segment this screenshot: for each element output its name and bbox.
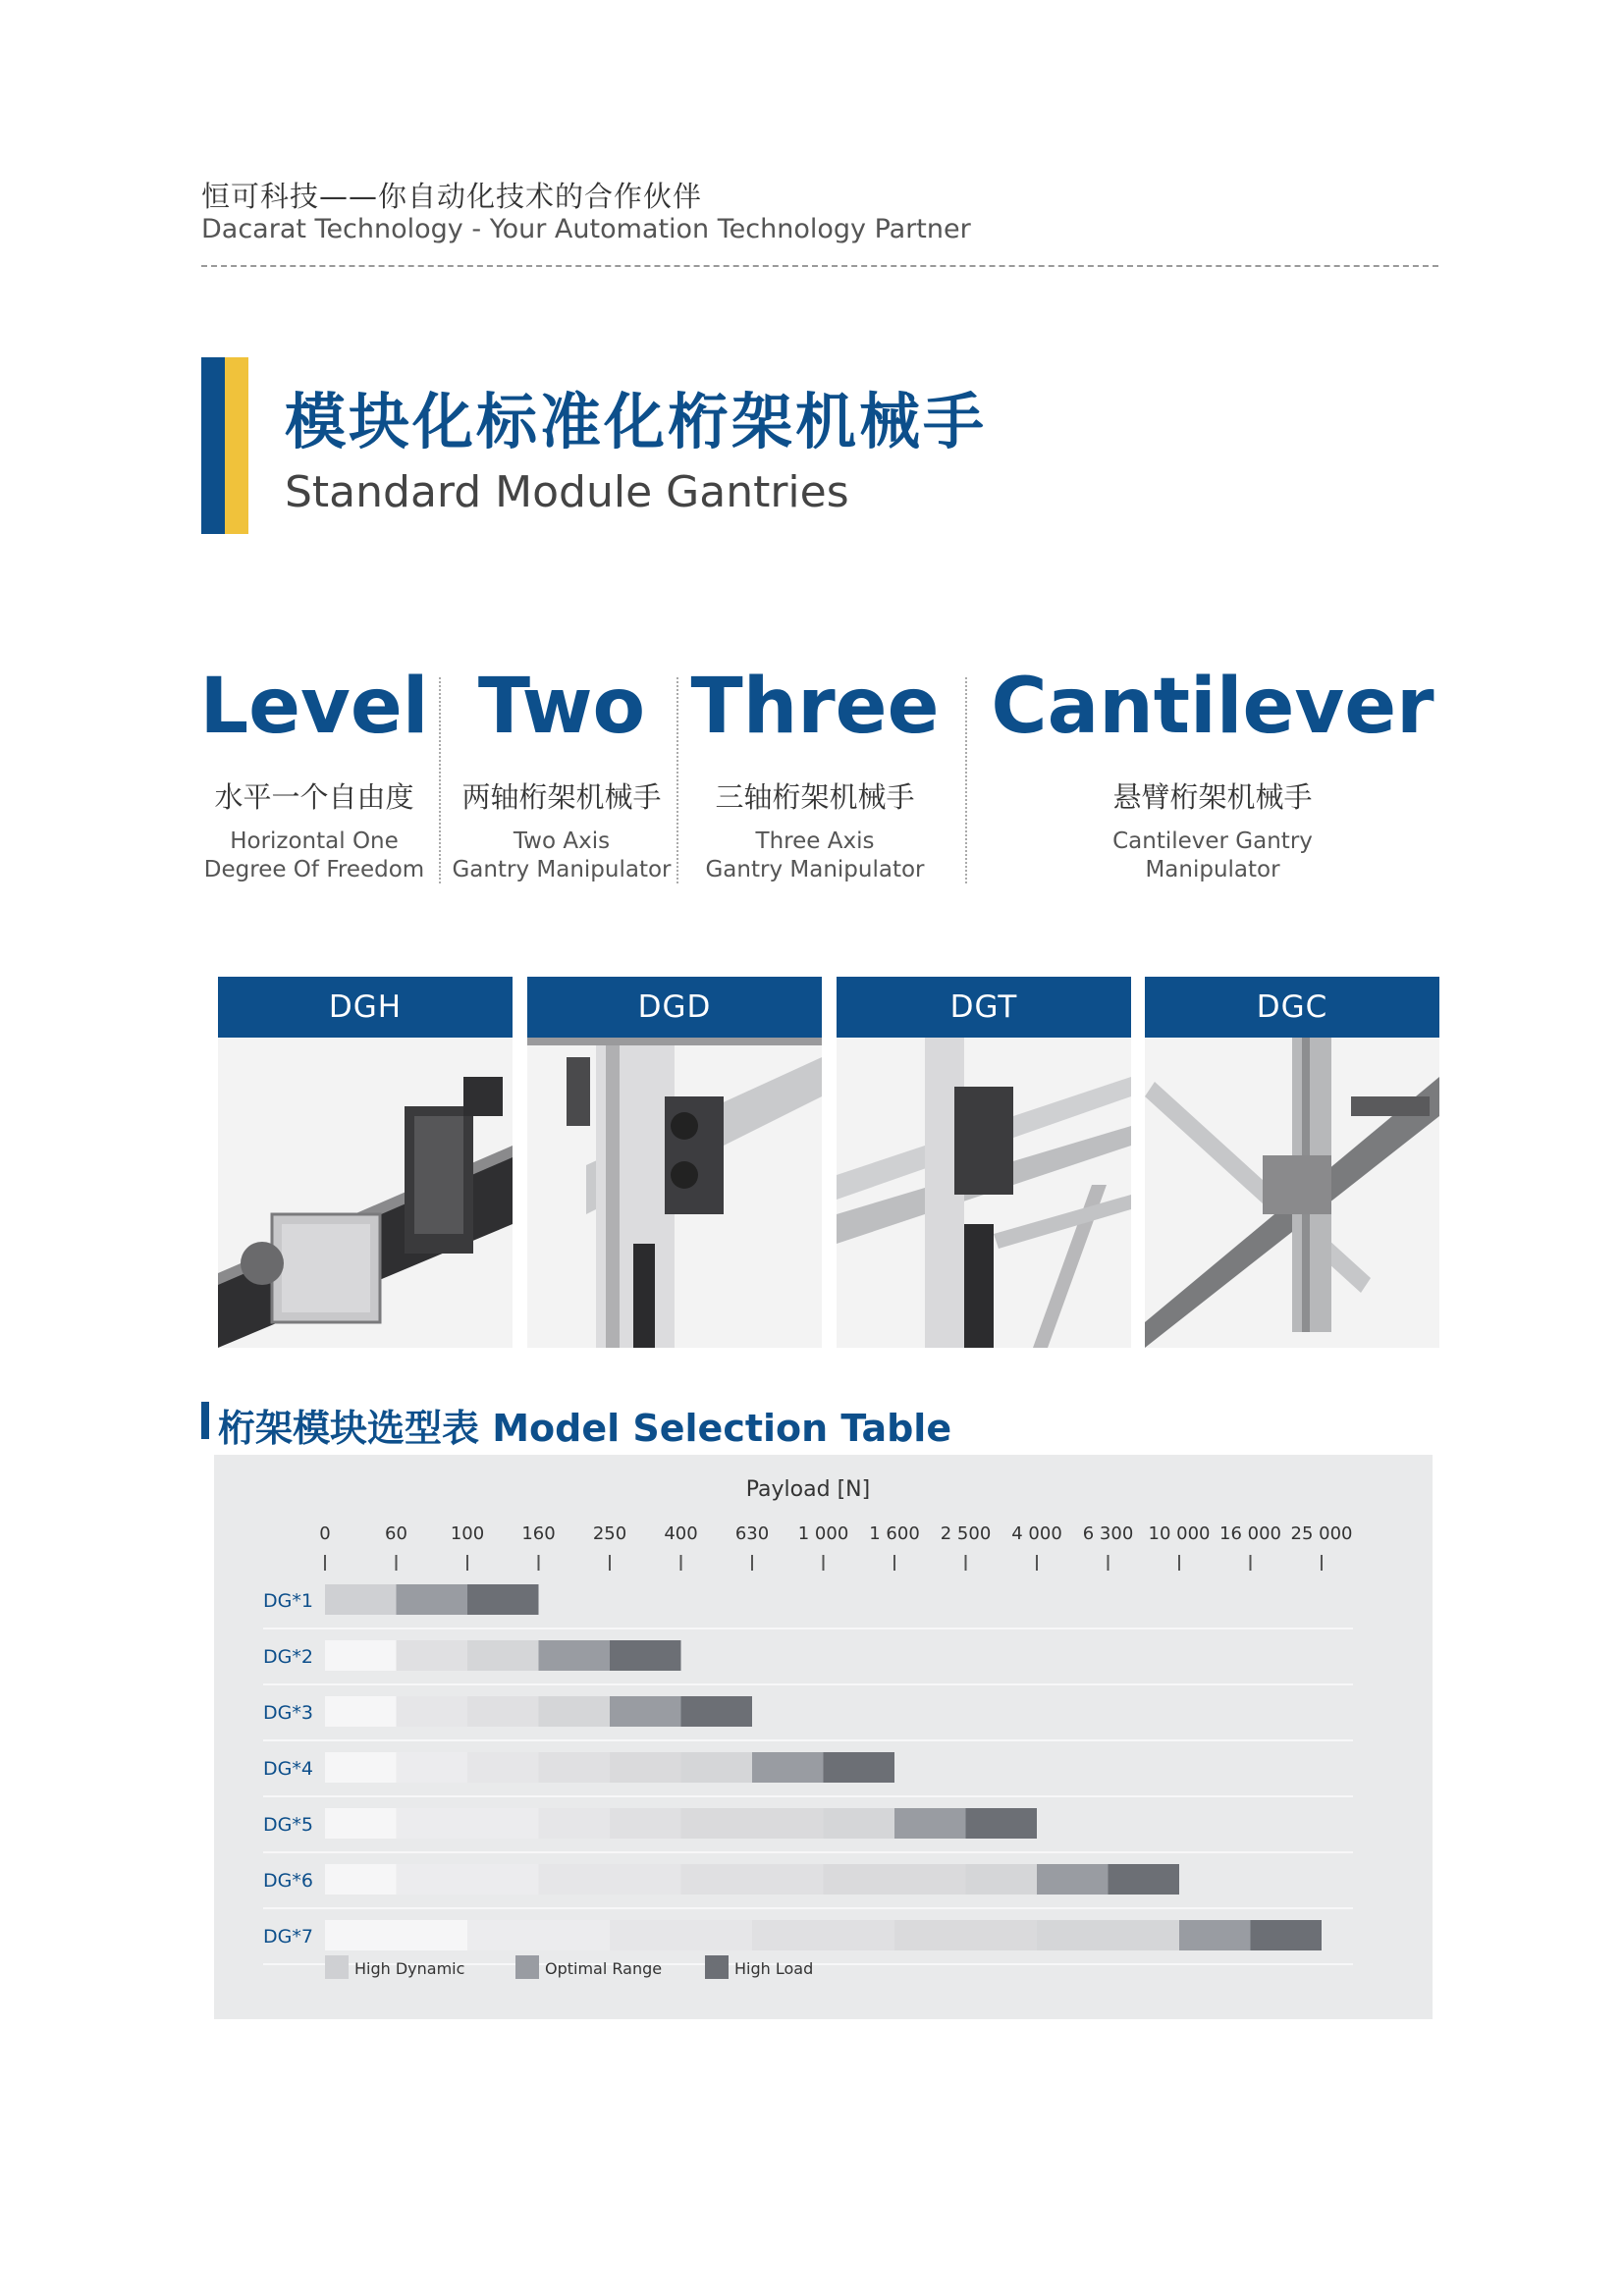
- x-tick-label: 100: [450, 1523, 485, 1544]
- bar-high-dynamic: [539, 1696, 611, 1727]
- level-en-line2: Gantry Manipulator: [705, 857, 925, 882]
- bar-high-dynamic: [539, 1864, 611, 1895]
- table-title: 桁架模块选型表 Model Selection Table: [218, 1407, 952, 1450]
- bar-high-dynamic: [610, 1864, 681, 1895]
- level-en-line1: Horizontal One: [230, 828, 399, 854]
- level-en: [982, 828, 1443, 884]
- bar-optimal-range: [894, 1808, 966, 1839]
- bar-high-dynamic: [610, 1752, 681, 1783]
- table-title-accent: [201, 1402, 209, 1439]
- level-en-line1: Three Axis: [755, 828, 875, 854]
- level-divider: [965, 677, 967, 883]
- bar-optimal-range: [1179, 1920, 1251, 1950]
- chart-x-axis-label: Payload [N]: [745, 1477, 871, 1502]
- row-label: DG*1: [263, 1590, 313, 1612]
- bar-high-load: [824, 1752, 895, 1783]
- bar-high-dynamic: [894, 1920, 966, 1950]
- x-tick-label: 6 300: [1082, 1523, 1134, 1544]
- x-tick-label: 60: [385, 1523, 407, 1544]
- dgh-gantry-image: [218, 1038, 513, 1348]
- bar-high-dynamic: [397, 1696, 468, 1727]
- dgc-gantry-image: [1145, 1038, 1439, 1348]
- bar-high-load: [966, 1808, 1038, 1839]
- bar-optimal-range: [397, 1584, 468, 1615]
- bar-high-dynamic: [681, 1808, 753, 1839]
- row-label: DG*2: [263, 1646, 313, 1668]
- product-tile-dgc: [1145, 977, 1439, 1348]
- level-en-line1: Cantilever Gantry: [1112, 828, 1313, 854]
- bar-high-dynamic: [752, 1920, 824, 1950]
- bar-high-load: [1251, 1920, 1323, 1950]
- bar-high-dynamic: [610, 1920, 681, 1950]
- dgd-gantry-image: [527, 1038, 822, 1348]
- level-divider: [439, 677, 441, 883]
- bar-high-dynamic: [397, 1864, 468, 1895]
- level-cn: 三轴桁架机械手: [715, 780, 915, 814]
- bar-high-dynamic: [752, 1808, 824, 1839]
- bar-high-dynamic: [752, 1864, 824, 1895]
- bar-optimal-range: [539, 1640, 611, 1671]
- x-tick-label: 630: [734, 1523, 770, 1544]
- bar-high-dynamic: [397, 1752, 468, 1783]
- x-tick-label: 400: [664, 1523, 698, 1544]
- bar-high-dynamic: [325, 1752, 397, 1783]
- bar-optimal-range: [1037, 1864, 1109, 1895]
- product-code: DGT: [837, 977, 1131, 1038]
- row-label: DG*4: [263, 1758, 313, 1780]
- level-column-two: [444, 658, 679, 884]
- level-en-line2: Degree Of Freedom: [203, 857, 425, 882]
- bar-high-dynamic: [467, 1920, 539, 1950]
- bar-high-dynamic: [467, 1640, 539, 1671]
- level-column-three: [687, 658, 943, 884]
- bar-high-load: [681, 1696, 753, 1727]
- bar-optimal-range: [752, 1752, 824, 1783]
- bar-high-dynamic: [824, 1920, 895, 1950]
- bar-high-dynamic: [467, 1752, 539, 1783]
- bar-high-dynamic: [325, 1640, 397, 1671]
- bar-high-dynamic: [681, 1920, 753, 1950]
- bar-high-dynamic: [467, 1696, 539, 1727]
- page-title-cn: 模块化标准化桁架机械手: [285, 386, 988, 457]
- level-word: Cantilever: [991, 663, 1434, 751]
- header-divider: [201, 265, 1438, 267]
- dgt-gantry-image: [837, 1038, 1131, 1348]
- x-tick-label: 250: [592, 1523, 627, 1544]
- level-divider: [676, 677, 678, 883]
- level-column-level: [196, 658, 432, 884]
- bar-high-load: [467, 1584, 539, 1615]
- x-tick-label: 1 000: [797, 1523, 849, 1544]
- tagline-en: Dacarat Technology - Your Automation Technology Partner: [201, 214, 971, 244]
- bar-high-dynamic: [539, 1808, 611, 1839]
- product-code: DGD: [527, 977, 822, 1038]
- bar-high-dynamic: [467, 1808, 539, 1839]
- level-en: [196, 828, 432, 884]
- bar-high-dynamic: [467, 1864, 539, 1895]
- x-tick-label: 25 000: [1290, 1523, 1353, 1544]
- x-tick-label: 0: [319, 1523, 331, 1544]
- legend-label: Optimal Range: [545, 1959, 663, 1978]
- x-tick-label: 10 000: [1148, 1523, 1211, 1544]
- row-label: DG*3: [263, 1702, 313, 1724]
- bar-high-dynamic: [681, 1864, 753, 1895]
- legend-label: High Dynamic: [354, 1959, 465, 1978]
- bar-high-dynamic: [824, 1864, 895, 1895]
- bar-high-dynamic: [397, 1808, 468, 1839]
- legend-swatch: [705, 1955, 729, 1979]
- bar-high-dynamic: [681, 1752, 753, 1783]
- legend-swatch: [515, 1955, 539, 1979]
- bar-high-dynamic: [1037, 1920, 1109, 1950]
- model-selection-chart: [214, 1455, 1433, 2019]
- bar-high-dynamic: [894, 1864, 966, 1895]
- row-label: DG*5: [263, 1814, 313, 1836]
- x-tick-label: 4 000: [1011, 1523, 1062, 1544]
- level-en-line2: Gantry Manipulator: [452, 857, 672, 882]
- product-tile-dgt: [837, 977, 1131, 1348]
- x-tick-label: 160: [521, 1523, 556, 1544]
- title-accent-yellow: [225, 357, 248, 534]
- bar-high-dynamic: [325, 1808, 397, 1839]
- product-tile-dgh: [218, 977, 513, 1348]
- level-cn: 水平一个自由度: [214, 780, 414, 814]
- bar-high-dynamic: [325, 1920, 397, 1950]
- level-en: [687, 828, 943, 884]
- level-column-cantilever: [982, 658, 1443, 884]
- bar-high-dynamic: [325, 1864, 397, 1895]
- bar-optimal-range: [610, 1696, 681, 1727]
- bar-high-dynamic: [539, 1920, 611, 1950]
- legend-swatch: [325, 1955, 349, 1979]
- bar-high-dynamic: [397, 1920, 468, 1950]
- row-label: DG*6: [263, 1870, 313, 1892]
- product-tile-dgd: [527, 977, 822, 1348]
- bar-high-dynamic: [966, 1864, 1038, 1895]
- tagline-cn: 恒可科技——你自动化技术的合作伙伴: [201, 180, 703, 213]
- bar-high-load: [610, 1640, 681, 1671]
- level-cn: 悬臂桁架机械手: [1112, 780, 1313, 814]
- bar-high-dynamic: [824, 1808, 895, 1839]
- title-accent-blue: [201, 357, 225, 534]
- level-cn: 两轴桁架机械手: [461, 780, 662, 814]
- level-word: Level: [199, 663, 429, 751]
- legend-label: High Load: [734, 1959, 814, 1978]
- page-title-en: Standard Module Gantries: [285, 467, 849, 517]
- bar-high-dynamic: [325, 1584, 397, 1615]
- bar-high-dynamic: [539, 1752, 611, 1783]
- level-word: Three: [690, 663, 940, 751]
- level-word: Two: [477, 663, 646, 751]
- product-code: DGC: [1145, 977, 1439, 1038]
- level-en: [444, 828, 679, 884]
- bar-high-dynamic: [325, 1696, 397, 1727]
- row-label: DG*7: [263, 1926, 313, 1948]
- bar-high-dynamic: [1109, 1920, 1180, 1950]
- product-code: DGH: [218, 977, 513, 1038]
- level-en-line1: Two Axis: [513, 828, 611, 854]
- chart-canvas: [214, 1455, 1433, 2019]
- x-tick-label: 1 600: [869, 1523, 920, 1544]
- x-tick-label: 2 500: [940, 1523, 992, 1544]
- level-en-line2: Manipulator: [1145, 857, 1280, 882]
- bar-high-dynamic: [966, 1920, 1038, 1950]
- bar-high-load: [1109, 1864, 1180, 1895]
- bar-high-dynamic: [397, 1640, 468, 1671]
- x-tick-label: 16 000: [1219, 1523, 1281, 1544]
- bar-high-dynamic: [610, 1808, 681, 1839]
